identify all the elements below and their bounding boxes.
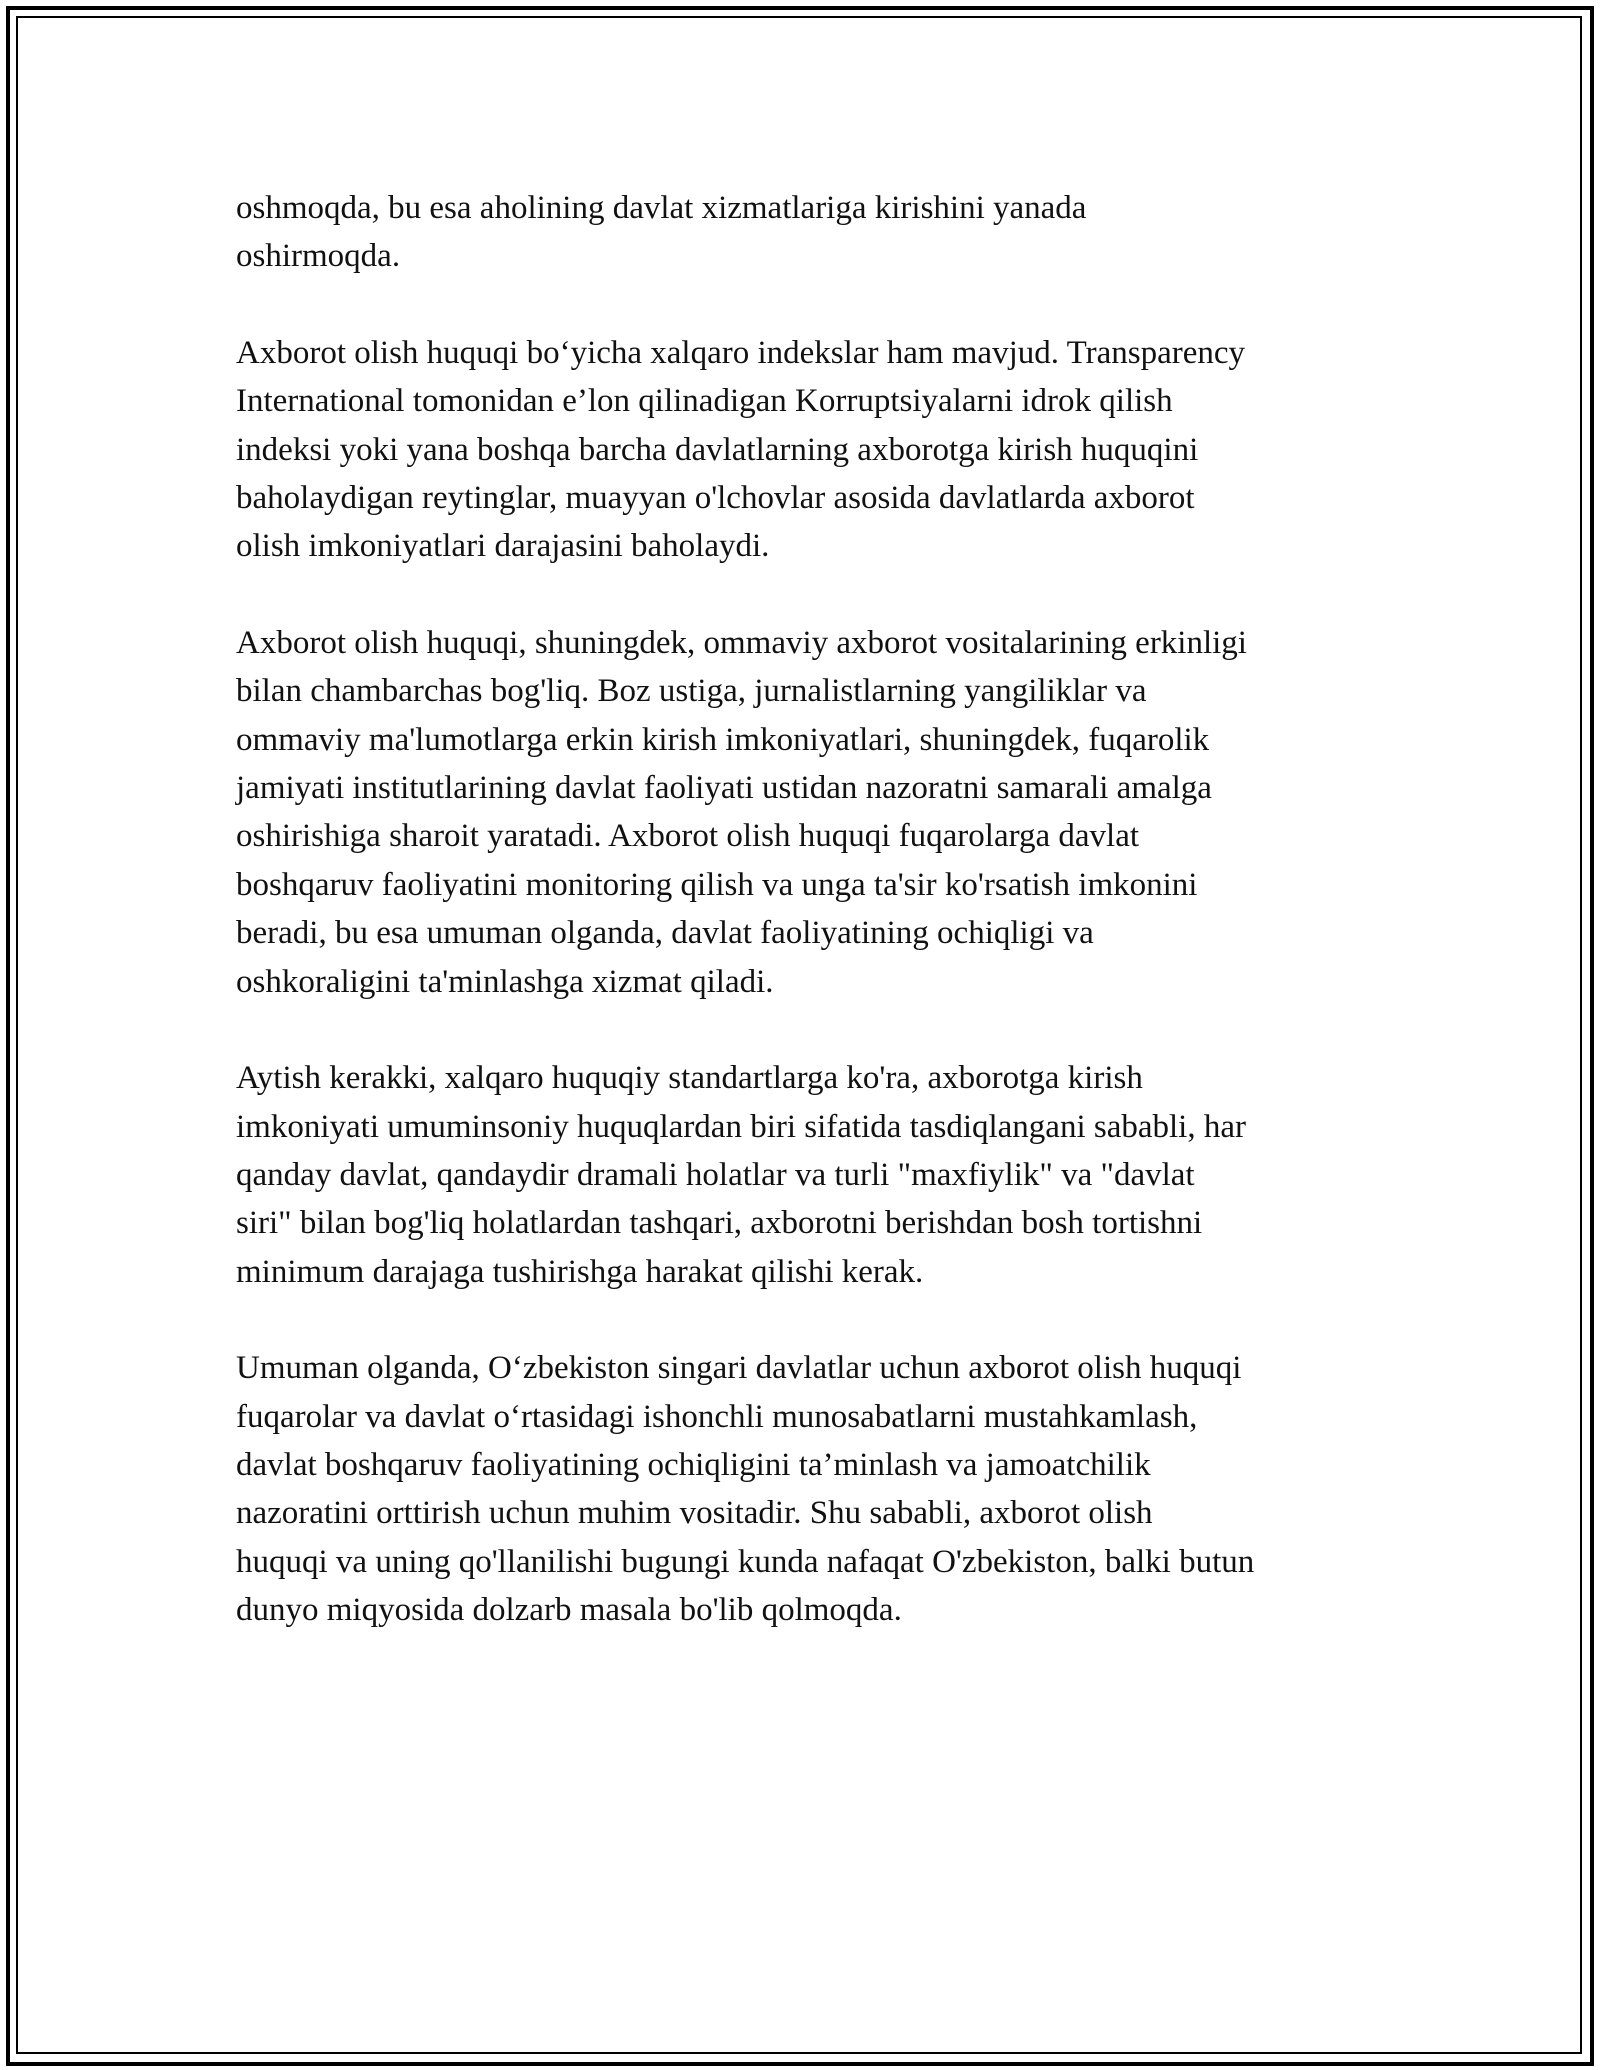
text-line: oshirishiga sharoit yaratadi. Axborot olish huquqi fuqarolarga davlat [236,818,1140,855]
text-line: Aytish kerakki, xalqaro huquqiy standartlarga ko'ra, axborotga kirish [236,1060,1143,1097]
text-line: minimum darajaga tushirishga harakat qilishi kerak. [236,1253,924,1290]
text-line: oshmoqda, bu esa aholining davlat xizmatlariga kirishini yanada [236,190,1087,226]
text-line: jamiyati institutlarining davlat faoliyati ustidan nazoratni samarali amalga [236,770,1212,807]
paragraph-4 [236,1054,1386,1296]
text-line: boshqaruv faoliyatini monitoring qilish va unga ta'sir ko'rsatish imkonini [236,866,1198,903]
text-line: davlat boshqaruv faoliyatining ochiqligini ta’minlash va jamoatchilik [236,1446,1151,1483]
text-line: oshkoraligini ta'minlashga xizmat qiladi. [236,963,774,1000]
paragraph-3 [236,619,1386,1006]
text-line: fuqarolar va davlat o‘rtasidagi ishonchli munosabatlarni mustahkamlash, [236,1398,1198,1435]
text-line: Axborot olish huquqi, shuningdek, ommaviy axborot vositalarining erkinligi [236,624,1247,661]
text-line: nazoratini orttirish uchun muhim vositadir. Shu sababli, axborot olish [236,1495,1153,1532]
text-line: ommaviy ma'lumotlarga erkin kirish imkoniyatlari, shuningdek, fuqarolik [236,721,1210,758]
text-line: Axborot olish huquqi bo‘yicha xalqaro indekslar ham mavjud. Transparency [236,334,1246,371]
text-line: imkoniyati umuminsoniy huquqlardan biri sifatida tasdiqlangani sababli, har [236,1108,1246,1145]
text-line: International tomonidan e’lon qilinadigan Korruptsiyalarni idrok qilish [236,383,1173,420]
text-line: siri" bilan bog'liq holatlardan tashqari, axborotni berishdan bosh tortishni [236,1205,1203,1242]
paragraph-2 [236,329,1386,571]
text-line: indeksi yoki yana boshqa barcha davlatlarning axborotga kirish huquqini [236,431,1199,468]
text-line: huquqi va uning qo'llanilishi bugungi kunda nafaqat O'zbekiston, balki butun [236,1543,1255,1580]
paragraph-1 [236,184,1386,281]
text-line: oshirmoqda. [236,238,401,275]
document-body [236,184,1386,1683]
text-line: qanday davlat, qandaydir dramali holatlar va turli "maxfiylik" va "davlat [236,1156,1195,1193]
text-line: Umuman olganda, O‘zbekiston singari davlatlar uchun axborot olish huquqi [236,1350,1242,1387]
text-line: baholaydigan reytinglar, muayyan o'lchovlar asosida davlatlarda axborot [236,480,1195,517]
paragraph-5 [236,1344,1386,1634]
text-line: olish imkoniyatlari darajasini baholaydi. [236,528,770,565]
text-line: beradi, bu esa umuman olganda, davlat faoliyatining ochiqligi va [236,915,1094,952]
text-line: bilan chambarchas bog'liq. Boz ustiga, jurnalistlarning yangiliklar va [236,673,1147,710]
text-line: dunyo miqyosida dolzarb masala bo'lib qolmoqda. [236,1592,902,1629]
